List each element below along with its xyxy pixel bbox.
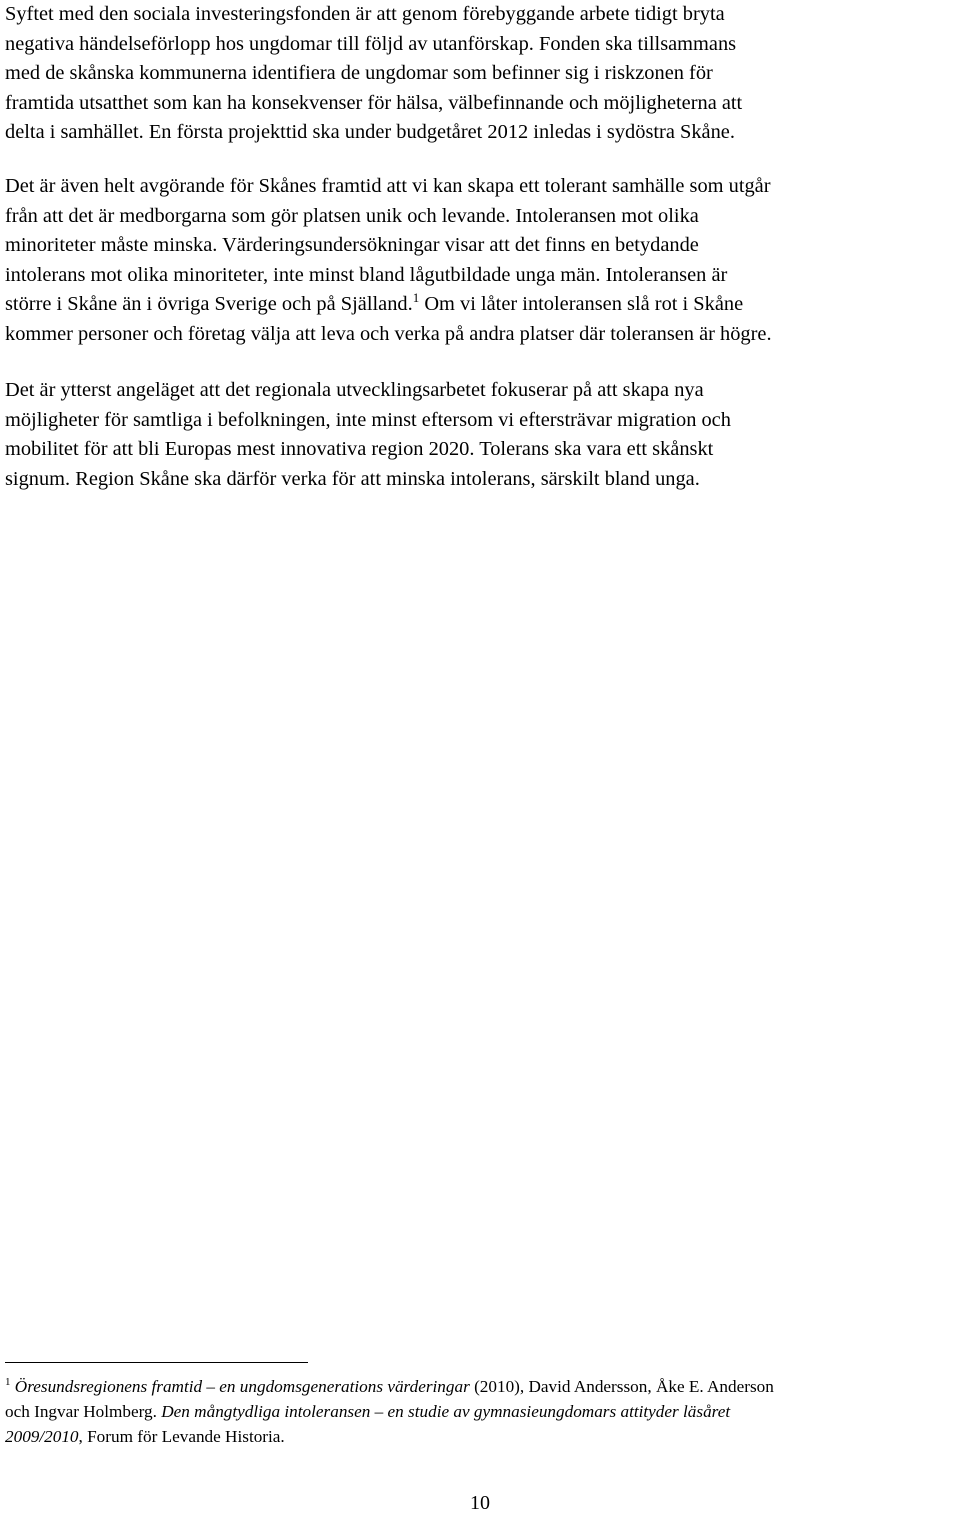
paragraph-tolerance	[5, 172, 957, 349]
text-line: Det är ytterst angeläget att det regionala utvecklingsarbetet fokuserar på att skapa nya	[5, 379, 704, 401]
footnote-reference[interactable]: 1	[412, 290, 420, 305]
text-line	[5, 290, 957, 320]
text-line: framtida utsatthet som kan ha konsekvenser för hälsa, välbefinnande och möjligheterna att	[5, 91, 743, 114]
text-line: från att det är medborgarna som gör platsen unik och levande. Intoleransen mot olika	[5, 204, 699, 227]
footnote-marker: 1	[5, 1376, 11, 1388]
text-line: möjligheter för samtliga i befolkningen, inte minst eftersom vi eftersträvar migration och	[5, 408, 731, 431]
footnote-line	[5, 1374, 957, 1399]
text-line: intolerans mot olika minoriteter, inte minst bland lågutbildade unga män. Intoleransen är	[5, 263, 728, 286]
paragraph-regional-development	[5, 376, 957, 494]
text-line: minoriteter måste minska. Värderingsundersökningar visar att det finns en betydande	[5, 234, 699, 256]
text-line: Syftet med den sociala investeringsfonden är att genom förebyggande arbete tidigt bryta	[5, 3, 725, 25]
footnote-title: 2009/2010	[5, 1427, 79, 1446]
text-segment: Om vi låter intoleransen slå rot i Skåne	[419, 293, 744, 315]
document-page	[5, 0, 957, 1521]
text-line: signum. Region Skåne ska därför verka för att minska intolerans, särskilt bland unga.	[5, 467, 700, 490]
footnote-line	[5, 1399, 957, 1424]
footnote-text: och Ingvar Holmberg.	[5, 1402, 162, 1421]
footnote-title: Den mångtydliga intoleransen – en studie av gymnasieungdomars attityder läsåret	[161, 1402, 731, 1421]
footnote-text: (2010), David Andersson, Åke E. Anderson	[469, 1377, 774, 1396]
footnote-separator	[5, 1362, 308, 1363]
text-segment: större i Skåne än i övriga Sverige och på Själland.	[5, 293, 413, 315]
footnote	[5, 1374, 957, 1449]
paragraph-social-investment-fund	[5, 0, 957, 148]
footnote-title: Öresundsregionens framtid – en ungdomsgenerations värderingar	[14, 1377, 470, 1396]
text-line: delta i samhället. En första projekttid ska under budgetåret 2012 inledas i sydöstra Skåne.	[5, 121, 735, 143]
text-line: negativa händelseförlopp hos ungdomar till följd av utanförskap. Fonden ska tillsammans	[5, 32, 737, 55]
footnote-text: , Forum för Levande Historia.	[78, 1427, 285, 1446]
page-number: 10	[470, 1492, 490, 1514]
text-line: med de skånska kommunerna identifiera de ungdomar som befinner sig i riskzonen för	[5, 62, 713, 84]
footnote-line	[5, 1424, 957, 1449]
text-line: mobilitet för att bli Europas mest innovativa region 2020. Tolerans ska vara ett skånskt	[5, 438, 714, 460]
text-line: Det är även helt avgörande för Skånes framtid att vi kan skapa ett tolerant samhälle som utgår	[5, 175, 771, 197]
text-line: kommer personer och företag välja att leva och verka på andra platser där toleransen är högre.	[5, 322, 772, 345]
